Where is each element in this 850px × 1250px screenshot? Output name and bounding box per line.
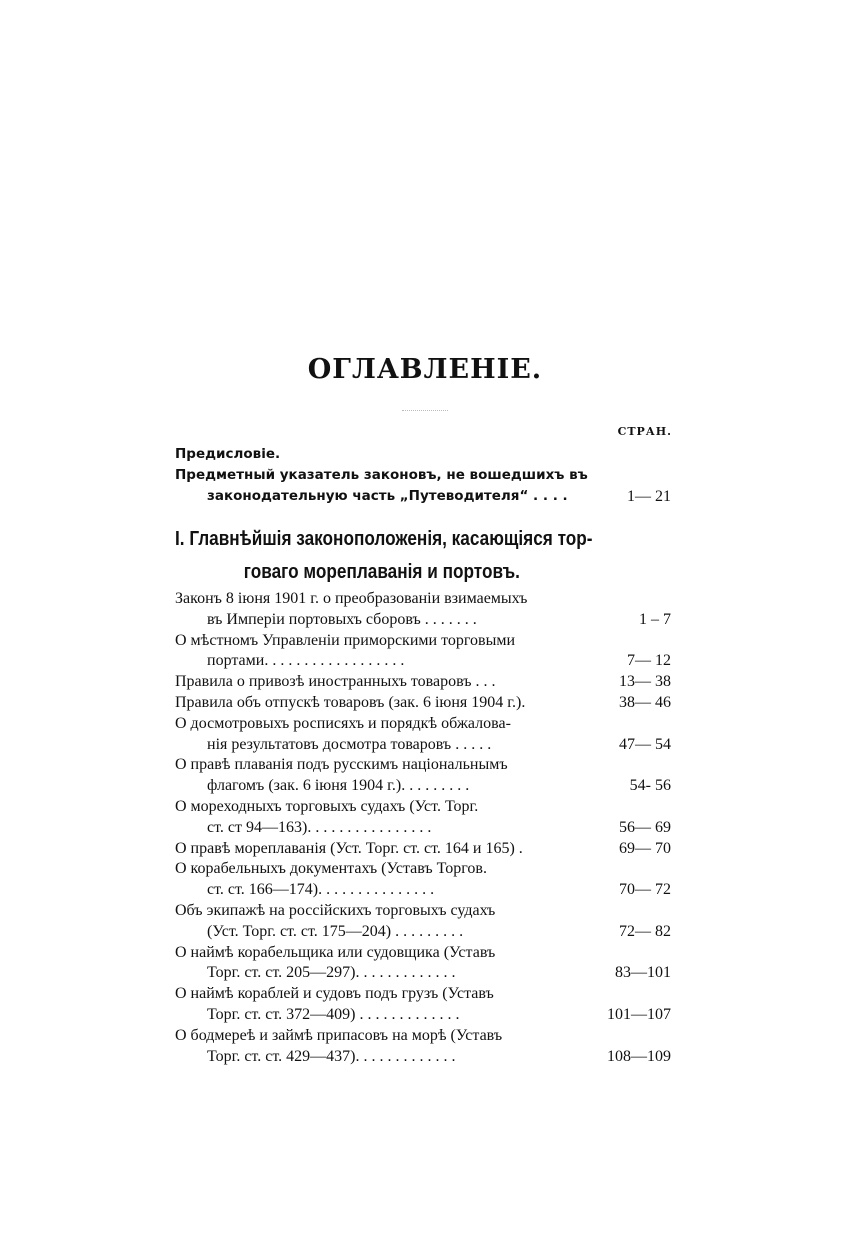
entry-text: О досмотровыхъ росписяхъ и порядкѣ обжалова- <box>175 714 511 732</box>
entry-text: въ Имперіи портовыхъ сборовъ . . . . . . . <box>207 610 477 628</box>
page-range: 1— 21 <box>627 488 671 505</box>
section-heading <box>175 523 602 589</box>
toc-entry[interactable] <box>175 943 671 964</box>
toc-entry[interactable] <box>175 610 671 631</box>
toc-entry[interactable] <box>175 1005 671 1026</box>
toc-entry[interactable] <box>175 631 671 652</box>
entry-text: О наймѣ корабельщика или судовщика (Уставъ <box>175 943 496 961</box>
section-heading-line: I. Главнѣйшія законоположенія, касающіяся тор- <box>175 528 593 550</box>
toc-entries <box>175 589 671 1067</box>
toc-entry[interactable] <box>175 735 671 756</box>
toc-entry[interactable] <box>175 693 671 714</box>
entry-text: нія результатовъ досмотра товаровъ . . . . . <box>207 735 492 753</box>
entry-text: законодательную часть „Путеводителя“ . . . . <box>207 488 568 504</box>
entry-text: О мореходныхъ торговыхъ судахъ (Уст. Торг. <box>175 797 479 815</box>
subject-index-entry-cont[interactable] <box>175 486 671 507</box>
entry-text: Правила объ отпускѣ товаровъ (зак. 6 іюня 1904 г.). <box>175 693 526 711</box>
entry-text: (Уст. Торг. ст. ст. 175—204) . . . . . . . . . <box>207 922 464 940</box>
page-range: 38— 46 <box>619 693 671 711</box>
toc-entry[interactable] <box>175 651 671 672</box>
toc-entry[interactable] <box>175 859 671 880</box>
toc-entry[interactable] <box>175 672 671 693</box>
entry-text: О корабельныхъ документахъ (Уставъ Торгов. <box>175 860 487 878</box>
toc-entry[interactable] <box>175 818 671 839</box>
toc-entry[interactable] <box>175 922 671 943</box>
toc-entry[interactable] <box>175 839 671 860</box>
page-range: 108—109 <box>607 1047 671 1065</box>
page-range: 69— 70 <box>619 839 671 857</box>
page-range: 56— 69 <box>619 818 671 836</box>
entry-text: Объ экипажѣ на россійскихъ торговыхъ судахъ <box>175 901 496 919</box>
page-range: 7— 12 <box>627 652 671 670</box>
page-range: 1 – 7 <box>639 610 671 628</box>
toc-entry[interactable] <box>175 880 671 901</box>
toc-entry[interactable] <box>175 963 671 984</box>
entry-text: ст. ст 94—163). . . . . . . . . . . . . . . . <box>207 818 432 836</box>
page-range: 72— 82 <box>619 922 671 940</box>
toc-entry[interactable] <box>175 797 671 818</box>
page-range: 47— 54 <box>619 735 671 753</box>
toc-entry[interactable] <box>175 901 671 922</box>
toc-entry[interactable] <box>175 755 671 776</box>
decorative-rule <box>402 410 448 411</box>
entry-text: О правѣ мореплаванія (Уст. Торг. ст. ст. 164 и 165) . <box>175 839 523 857</box>
entry-text: ст. ст. 166—174). . . . . . . . . . . . . . . <box>207 881 435 899</box>
entry-text: Законъ 8 іюня 1901 г. о преобразованіи взимаемыхъ <box>175 590 528 607</box>
toc-entry[interactable] <box>175 1047 671 1068</box>
pages-column-header: СТРАН. <box>617 425 672 438</box>
toc-entry[interactable] <box>175 984 671 1005</box>
page-title: ОГЛАВЛЕНІЕ. <box>307 354 543 385</box>
entry-text: Правила о привозѣ иностранныхъ товаровъ . . . <box>175 673 496 691</box>
page-range: 101—107 <box>607 1005 671 1023</box>
entry-text: Предисловіе. <box>175 446 281 462</box>
entry-text: Торг. ст. ст. 205—297). . . . . . . . . . . . . <box>207 964 456 982</box>
entry-text: портами. . . . . . . . . . . . . . . . . . <box>207 652 405 670</box>
toc-entry[interactable] <box>175 1026 671 1047</box>
entry-text: Предметный указатель законовъ, не вошедшихъ въ <box>175 467 588 483</box>
entry-text: Торг. ст. ст. 372—409) . . . . . . . . . . . . . <box>207 1005 460 1023</box>
toc-entry[interactable] <box>175 714 671 735</box>
toc-entry[interactable] <box>175 776 671 797</box>
entry-text: О мѣстномъ Управленіи приморскими торговыми <box>175 631 516 649</box>
subject-index-entry[interactable] <box>175 465 671 486</box>
preface-entry[interactable] <box>175 444 671 465</box>
page-range: 13— 38 <box>619 673 671 691</box>
entry-text: О правѣ плаванія подъ русскимъ національнымъ <box>175 756 508 774</box>
entry-text: Торг. ст. ст. 429—437). . . . . . . . . . . . . <box>207 1047 456 1065</box>
entry-text: О бодмереѣ и займѣ припасовъ на морѣ (Уставъ <box>175 1026 503 1044</box>
page-range: 70— 72 <box>619 881 671 899</box>
entry-text: флагомъ (зак. 6 іюня 1904 г.). . . . . . . . . <box>207 777 470 795</box>
entry-text: О наймѣ кораблей и судовъ подъ грузъ (Уставъ <box>175 985 494 1003</box>
page-range: 83—101 <box>615 964 671 982</box>
section-heading-line: говаго мореплаванія и портовъ. <box>243 561 520 583</box>
preface-block <box>175 444 671 507</box>
toc-entry[interactable] <box>175 589 671 610</box>
page-range: 54- 56 <box>629 777 671 795</box>
